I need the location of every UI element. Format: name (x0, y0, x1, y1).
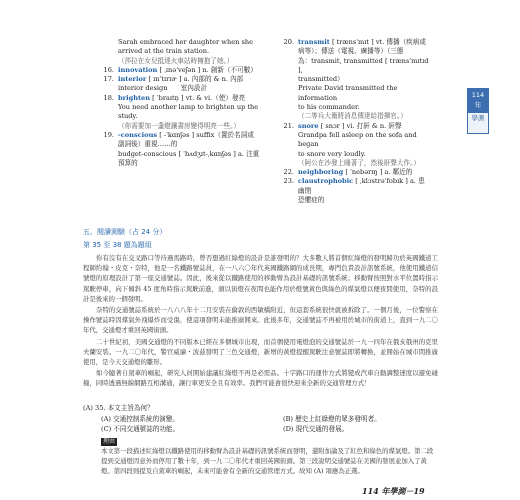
vocab-entry (100, 66, 260, 75)
option-a: (A) 交通控制系統的演變。 (101, 415, 179, 423)
vocab-entry (100, 94, 260, 131)
example-line: 副詞後）重視……的 (118, 140, 178, 149)
entry-definition: [ snɔr ] vi. 打鼾 & n. 鼾聲 (320, 121, 402, 130)
entry-number: 18. (103, 93, 114, 102)
subject-tab (467, 112, 489, 134)
entry-definition: [ ˈbraɪtn̩ ] vt. & vi.（使）發亮 (152, 93, 246, 102)
entry-word: brighten (118, 93, 151, 102)
example-line: 病等）；傳送（電視、廣播等）（三態 (298, 47, 404, 56)
entry-definition: [ ˌklɔstrəˈfobɪk ] a. 患幽閉 (298, 177, 425, 195)
entry-number: 19. (103, 130, 114, 139)
example-line: budget-conscious [ ˈbʌdʒɪt-ˌkɑnʃəs ] a. 注重 (118, 149, 260, 158)
example-line: Grandpa fell asleep on the sofa and began (298, 130, 417, 149)
vocab-entry (100, 75, 260, 94)
option-c: (C) 不同交通號誌的功能。 (101, 425, 180, 433)
vocab-entry (100, 131, 260, 168)
entry-number: 21. (283, 121, 294, 130)
subject-label: 學測 (471, 114, 485, 122)
year-suffix: 年 (474, 101, 482, 109)
example-translation: （你需要加一盞燈讓書房變得明亮一些。） (118, 121, 240, 130)
year-number: 114 (471, 91, 485, 99)
passage-paragraph: 如今隨著自駕車的崛起，研究人員開始建議紅綠燈不再是必需品。十字路口的運作方式將變成汽車自動調整速度以避免碰撞，同時透過無線網路互相溝通，讓行車更安全且有效率。我們可能會很快迎來全新的交通管理方式！ (83, 369, 438, 388)
example-line: Sarah embraced her daughter when she (118, 38, 253, 46)
vocab-entry (100, 38, 260, 66)
vocab-entry (280, 122, 430, 168)
entry-definition: [ trænsˈmɪt ] vt. 傳播（疾病或 (331, 38, 426, 46)
section-title: 五、閱讀測驗（占 24 分） (83, 228, 167, 236)
entry-definition: [ -ˈkɑnʃəs ] suffix（置於名詞或 (159, 130, 254, 139)
passage-paragraph: 你有沒有在交叉路口等待過馬路時，曾否想過紅綠燈的設計是誰發明的？大多數人將首個紅綠燈的發明歸功於英國鐵道工程師約翰・皮克・奈特，他是一名鐵路號誌員，在一八六〇年代英國鐵路網的成長期，專門負責設計訊號系統，他使用鐵道信號燈的原理設計了第一座交通號誌。因此，後來從以鐵路使用的移動臂為設計基礎的訊號系統；移動臂按照對水平位置時指示駕駛停車，向下傾斜 45 度角時指示駕駛前進，頭以街燈在夜間也能作用於燈號黃色與綠色的煤氣燈以便夜間使用，奈特的設計是後來的一個發明。 (83, 254, 438, 303)
option-d: (D) 現代交通的發展。 (283, 425, 349, 433)
example-translation: （莎拉在女兒抵達火車站時擁抱了她。） (118, 56, 234, 65)
example-line: interior design 室內設計 (118, 84, 208, 93)
entry-number: 17. (103, 75, 114, 84)
entry-word: transmit (298, 38, 330, 46)
entry-word: neighboring (298, 168, 344, 177)
vocab-column-left (100, 38, 260, 168)
example-line: 恐懼症的 (298, 196, 325, 205)
entry-word: claustrophobic (298, 177, 354, 186)
entry-word: interior (118, 75, 147, 84)
example-line: 預算的 (118, 158, 138, 167)
example-translation: （二等兵大衛將消息傳達給指揮官。） (298, 112, 407, 121)
answer-label: 理由 (103, 438, 116, 445)
example-line: to snore very loudly. (298, 149, 366, 158)
example-line: 為：transmit, transmitted [ trænsˈmɪtɪd ], (298, 56, 429, 74)
example-line: Private David transmitted the information (298, 84, 398, 102)
entry-number: 22. (283, 168, 294, 177)
vocab-entry (280, 38, 430, 122)
entry-definition: [ ɪnˈtɪrɪɚ ] a. 內部的 & n. 內部 (148, 75, 244, 84)
entry-definition: [ ˌɪnəˈveʃən ] n. 創新（不可數） (159, 65, 257, 74)
page-footer: 114 年學測－19 (362, 486, 425, 496)
vocab-column-right (280, 38, 430, 205)
entry-number: 23. (283, 177, 294, 186)
answer-text: 本文第一段描述紅綠燈以鐵路使用的移動臂為設計基礎的訊號系統而發明，還附加論及了紅色和綠色的煤氣燈。第二段提到交通燈因意外而停用了數十年，到一九二〇年代才重回英國街頭。第三段說明交通號誌在美國的發展並加入了黃燈。第四段則提及自駕車的崛起，未來可能會有全新的交通管理方式。故知 (A) 項應為正選。 (101, 447, 434, 475)
example-line: transmitted） (298, 75, 344, 84)
example-translation: （阿公在沙發上睡著了，然後鼾聲大作。） (298, 158, 420, 167)
vocab-entry (280, 177, 430, 205)
entry-word: innovation (118, 65, 158, 74)
question-range: 第 35 至 38 題為題組 (83, 241, 152, 249)
entry-definition: [ ˈnebərɪŋ ] a. 鄰近的 (345, 168, 413, 177)
example-line: study. (118, 112, 138, 121)
example-line: to his commander. (298, 103, 360, 112)
reading-passage (83, 253, 438, 390)
entry-word: -conscious (118, 130, 158, 139)
entry-word: snore (298, 121, 319, 130)
year-tab (467, 88, 489, 112)
entry-number: 20. (283, 38, 294, 46)
answer-explanation (101, 436, 438, 476)
option-b: (B) 歷史上紅綠燈的眾多發明者。 (283, 415, 381, 423)
example-line: arrived at the train station. (118, 47, 210, 56)
entry-number: 16. (103, 65, 114, 74)
passage-paragraph: 奈特的交通號誌系統於一八六八年十二月安裝在倫敦的西敏橋附近，但這套系統很快就被拆除了。一個月後，一位警察在操作號誌時因煤氣外洩爆炸而受傷，使這項發明未能推廣開來。此後多年，交通號誌不再被用於城市的街道上，直到一九二〇年代，交通燈才重回英國街頭。 (83, 306, 438, 335)
passage-paragraph: 二十世紀初，美國交通燈的不同版本已經在多個城市出現，而首個使用電燈泡的交通號誌於一九一四年在俄亥俄州的克里夫蘭安裝。一九二〇年代，警官威廉・波茲發明了三色交通燈，新增的黃燈提醒駕駛注意號誌即將轉換，並開始在城市間推廣使用，是今天交通燈的雛形。 (83, 337, 438, 367)
example-line: You need another lamp to brighten up the (118, 103, 259, 112)
question-stem: (A) 35. 本文主旨為何？ (83, 404, 154, 412)
